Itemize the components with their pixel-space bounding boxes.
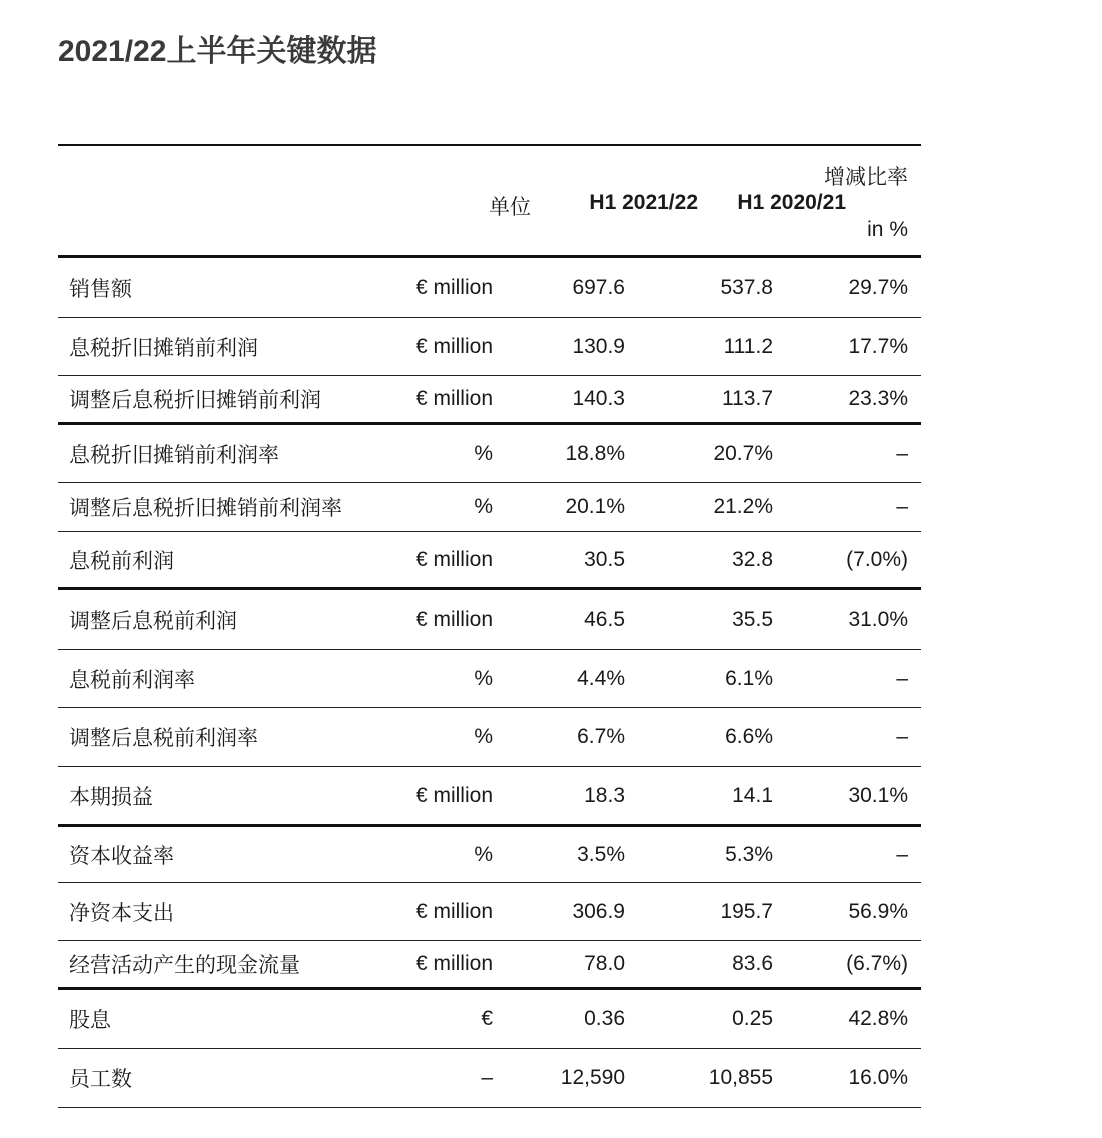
row-unit: % <box>474 441 493 465</box>
row-change-value: 56.9% <box>848 899 908 923</box>
table-row <box>58 767 921 827</box>
row-unit: – <box>481 1066 493 1089</box>
row-unit: € million <box>415 952 493 975</box>
row-current-value: 3.5% <box>577 842 625 866</box>
row-unit: € million <box>415 387 493 410</box>
row-unit: % <box>474 495 493 518</box>
row-current-value: 6.7% <box>577 725 625 748</box>
table-row <box>58 827 921 883</box>
row-change-value: (6.7%) <box>846 952 908 975</box>
row-unit: € million <box>415 607 493 631</box>
row-unit: € <box>481 1007 493 1030</box>
row-unit: % <box>474 725 493 748</box>
row-current-value: 306.9 <box>572 899 625 923</box>
table-row <box>58 650 921 708</box>
row-change-value: – <box>896 441 908 465</box>
row-current-value: 46.5 <box>584 607 625 631</box>
row-previous-value: 32.8 <box>732 547 773 571</box>
table-row <box>58 318 921 376</box>
row-previous-value: 195.7 <box>720 899 773 923</box>
header-previous-period: H1 2020/21 <box>737 191 846 214</box>
table-row <box>58 590 921 650</box>
row-change-value: 42.8% <box>848 1007 908 1030</box>
row-label: 销售额 <box>69 277 132 301</box>
row-unit: % <box>474 666 493 690</box>
row-label: 息税前利润率 <box>69 668 195 692</box>
row-unit: % <box>474 842 493 866</box>
row-unit: € million <box>415 899 493 923</box>
row-label: 本期损益 <box>69 785 153 809</box>
row-change-value: – <box>896 842 908 866</box>
row-label: 息税折旧摊销前利润 <box>69 336 258 360</box>
row-change-value: 29.7% <box>848 275 908 299</box>
table-row <box>58 258 921 318</box>
header-current-period: H1 2021/22 <box>589 191 698 214</box>
row-previous-value: 6.1% <box>725 666 773 690</box>
row-previous-value: 21.2% <box>713 495 773 518</box>
row-label: 员工数 <box>69 1068 132 1091</box>
row-previous-value: 5.3% <box>725 842 773 866</box>
table-row <box>58 532 921 590</box>
row-current-value: 20.1% <box>565 495 625 518</box>
table-row <box>58 941 921 990</box>
row-current-value: 4.4% <box>577 666 625 690</box>
row-change-value: 23.3% <box>848 387 908 410</box>
row-previous-value: 83.6 <box>732 952 773 975</box>
row-label: 调整后息税前利润 <box>69 609 237 633</box>
row-change-value: – <box>896 725 908 748</box>
row-previous-value: 0.25 <box>732 1007 773 1030</box>
row-previous-value: 20.7% <box>713 441 773 465</box>
row-unit: € million <box>415 783 493 807</box>
row-label: 息税前利润 <box>69 549 174 573</box>
row-change-value: – <box>896 666 908 690</box>
key-figures-table <box>58 144 921 1108</box>
row-previous-value: 10,855 <box>708 1066 773 1089</box>
table-row <box>58 883 921 941</box>
header-unit: 单位 <box>489 196 531 219</box>
table-row <box>58 1049 921 1108</box>
row-previous-value: 113.7 <box>722 387 773 410</box>
row-label: 调整后息税折旧摊销前利润率 <box>69 497 342 520</box>
row-unit: € million <box>415 275 493 299</box>
header-change: 增减比率 <box>824 166 908 189</box>
row-label: 净资本支出 <box>69 901 174 925</box>
row-previous-value: 6.6% <box>725 725 773 748</box>
row-current-value: 18.8% <box>565 441 625 465</box>
row-change-value: 31.0% <box>848 607 908 631</box>
row-current-value: 30.5 <box>584 547 625 571</box>
row-label: 股息 <box>69 1009 111 1032</box>
row-label: 调整后息税前利润率 <box>69 727 258 750</box>
row-current-value: 697.6 <box>572 275 625 299</box>
row-previous-value: 111.2 <box>723 334 773 358</box>
row-unit: € million <box>415 334 493 358</box>
row-label: 经营活动产生的现金流量 <box>69 954 300 977</box>
row-label: 息税折旧摊销前利润率 <box>69 443 279 467</box>
row-previous-value: 14.1 <box>732 783 773 807</box>
table-header <box>58 144 921 258</box>
row-previous-value: 537.8 <box>720 275 773 299</box>
row-current-value: 78.0 <box>584 952 625 975</box>
table-row <box>58 990 921 1049</box>
table-row <box>58 425 921 483</box>
row-current-value: 0.36 <box>584 1007 625 1030</box>
header-change-unit: in % <box>867 218 908 241</box>
row-label: 调整后息税折旧摊销前利润 <box>69 389 321 412</box>
table-row <box>58 708 921 767</box>
table-row <box>58 376 921 425</box>
row-change-value: 17.7% <box>848 334 908 358</box>
row-change-value: (7.0%) <box>846 547 908 571</box>
row-change-value: – <box>896 495 908 518</box>
table-row <box>58 483 921 532</box>
row-unit: € million <box>415 547 493 571</box>
row-change-value: 16.0% <box>848 1066 908 1089</box>
row-label: 资本收益率 <box>69 844 174 868</box>
row-change-value: 30.1% <box>848 783 908 807</box>
row-previous-value: 35.5 <box>732 607 773 631</box>
row-current-value: 18.3 <box>584 783 625 807</box>
row-current-value: 140.3 <box>572 387 625 410</box>
page-title: 2021/22上半年关键数据 <box>58 35 377 68</box>
row-current-value: 12,590 <box>560 1066 625 1089</box>
row-current-value: 130.9 <box>572 334 625 358</box>
